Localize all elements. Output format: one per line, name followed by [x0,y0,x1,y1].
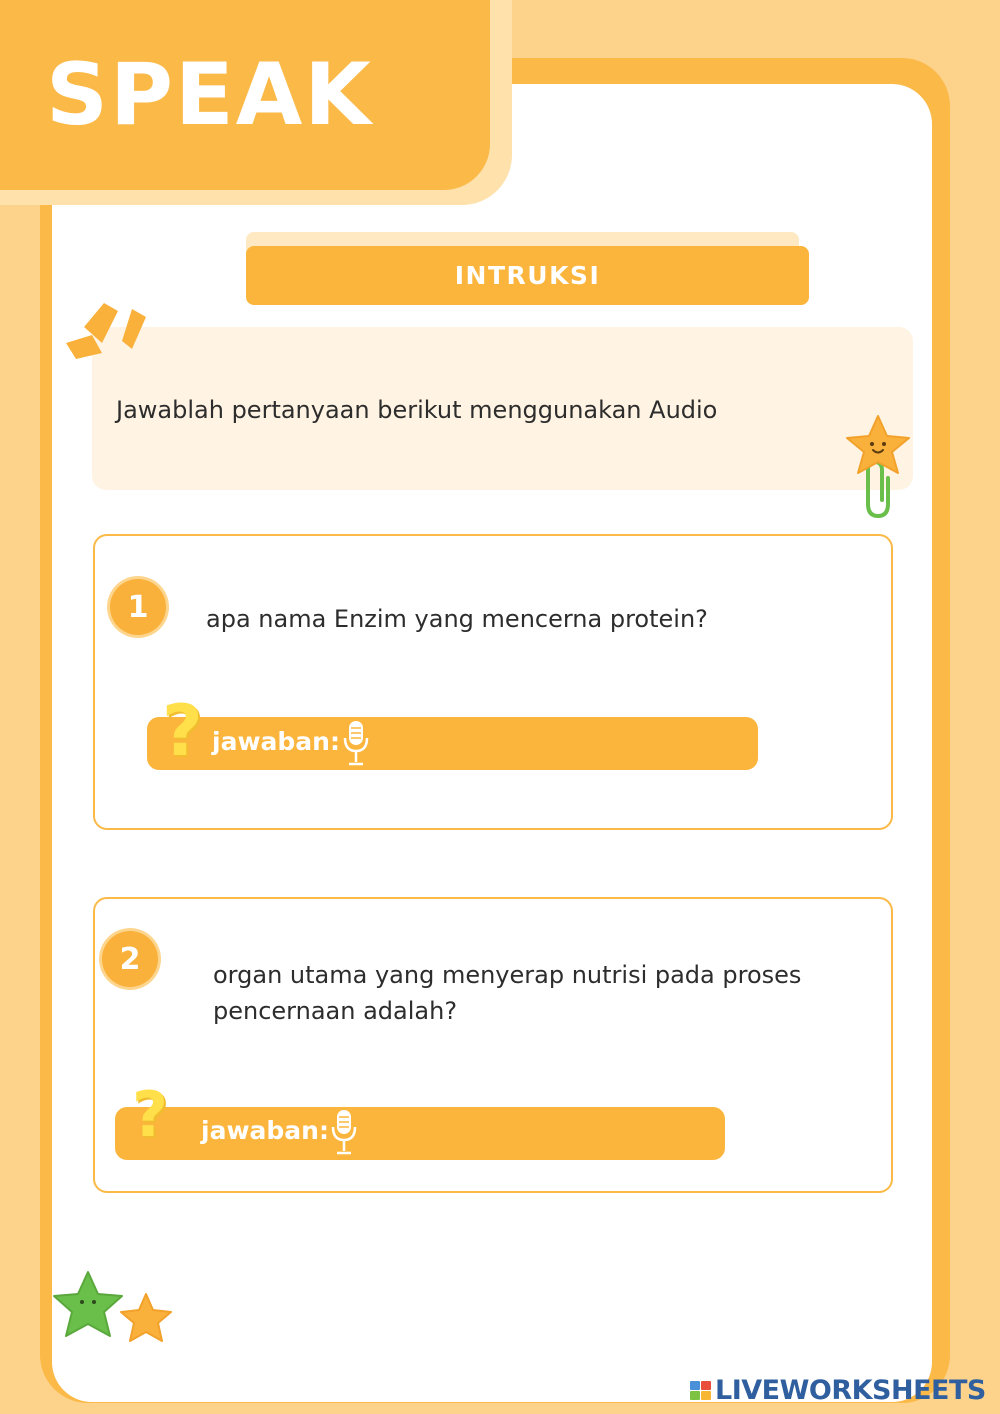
liveworksheets-grid-icon [690,1381,711,1400]
question-text: organ utama yang menyerap nutrisi pada proses pencernaan adalah? [213,961,802,1025]
title-block [0,0,490,190]
liveworksheets-logo [690,1375,986,1406]
star-paperclip-icon [842,412,914,522]
question-number-badge: 1 [110,579,166,635]
stars-decoration-icon [52,1268,182,1353]
page-title: SPEAK [46,45,373,145]
instruction-text: Jawablah pertanyaan berikut menggunakan Audio [116,396,718,424]
answer-label: jawaban: [212,727,340,756]
liveworksheets-text: LIVEWORKSHEETS [715,1375,986,1406]
question-card-1 [93,534,893,830]
question-mark-icon: ? [162,690,203,772]
instruction-header-label: INTRUKSI [454,261,601,290]
question-text: apa nama Enzim yang mencerna protein? [206,605,708,633]
question-mark-icon: ? [132,1078,168,1151]
microphone-icon[interactable] [341,718,371,768]
instruction-header [246,246,809,305]
question-number-badge: 2 [102,931,158,987]
microphone-icon[interactable] [329,1107,359,1157]
burst-decoration-icon [62,297,152,367]
answer-label: jawaban: [201,1116,329,1145]
